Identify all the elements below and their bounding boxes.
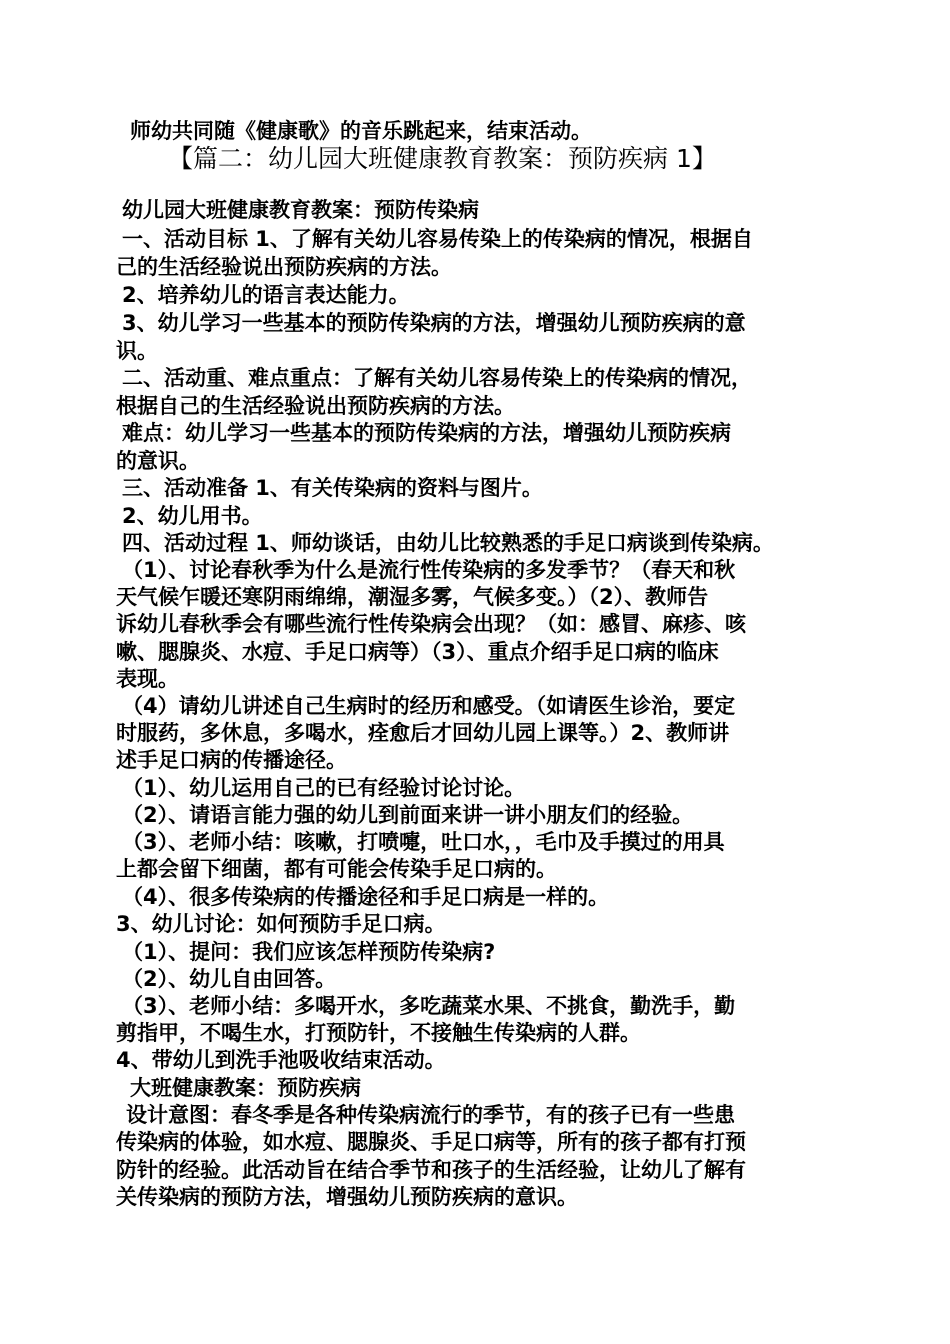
body-line: 一、活动目标 1、了解有关幼儿容易传染上的传染病的情况，根据自 bbox=[122, 227, 753, 251]
body-line: 识。 bbox=[116, 339, 158, 363]
section-heading: 【篇二：幼儿园大班健康教育教案：预防疾病 1】 bbox=[168, 144, 717, 173]
body-line: （3）、老师小结：多喝开水，多吃蔬菜水果、不挑食，勤洗手，勤 bbox=[122, 994, 736, 1018]
body-line: （4）、很多传染病的传播途径和手足口病是一样的。 bbox=[122, 885, 610, 909]
body-line: 设计意图：春冬季是各种传染病流行的季节，有的孩子已有一些患 bbox=[126, 1103, 735, 1127]
body-line: 传染病的体验，如水痘、腮腺炎、手足口病等，所有的孩子都有打预 bbox=[116, 1130, 746, 1154]
body-line: 关传染病的预防方法，增强幼儿预防疾病的意识。 bbox=[116, 1185, 578, 1209]
body-line: 时服药，多休息，多喝水，痊愈后才回幼儿园上课等。）2、教师讲 bbox=[116, 721, 730, 745]
body-line: 3、幼儿讨论：如何预防手足口病。 bbox=[116, 912, 446, 936]
body-line: 难点：幼儿学习一些基本的预防传染病的方法，增强幼儿预防疾病 bbox=[122, 421, 731, 445]
body-line: 2、幼儿用书。 bbox=[122, 504, 263, 528]
body-line: 幼儿园大班健康教育教案：预防传染病 bbox=[122, 198, 479, 222]
body-line: （1）、幼儿运用自己的已有经验讨论讨论。 bbox=[122, 776, 526, 800]
body-line: 2、培养幼儿的语言表达能力。 bbox=[122, 283, 410, 307]
body-line: 上都会留下细菌，都有可能会传染手足口病的。 bbox=[116, 857, 557, 881]
body-line: （1）、讨论春秋季为什么是流行性传染病的多发季节？（春天和秋 bbox=[122, 558, 736, 582]
body-line: 三、活动准备 1、有关传染病的资料与图片。 bbox=[122, 476, 543, 500]
body-line: 3、幼儿学习一些基本的预防传染病的方法，增强幼儿预防疾病的意 bbox=[122, 311, 746, 335]
body-line: （1）、提问：我们应该怎样预防传染病? bbox=[122, 940, 496, 964]
body-line: 四、活动过程 1、师幼谈话，由幼儿比较熟悉的手足口病谈到传染病。 bbox=[122, 531, 774, 555]
body-line: 的意识。 bbox=[116, 449, 200, 473]
body-line: 述手足口病的传播途径。 bbox=[116, 748, 347, 772]
body-line: 大班健康教案：预防疾病 bbox=[130, 1076, 361, 1100]
body-line: 诉幼儿春秋季会有哪些流行性传染病会出现？（如：感冒、麻疹、咳 bbox=[116, 612, 746, 636]
body-line: 嗽、腮腺炎、水痘、手足口病等）（3）、重点介绍手足口病的临床 bbox=[116, 640, 719, 664]
body-line: 根据自己的生活经验说出预防疾病的方法。 bbox=[116, 394, 515, 418]
body-line: （2）、请语言能力强的幼儿到前面来讲一讲小朋友们的经验。 bbox=[122, 803, 694, 827]
body-line: （3）、老师小结：咳嗽，打喷嚏，吐口水，，毛巾及手摸过的用具 bbox=[122, 830, 725, 854]
body-line: （2）、幼儿自由回答。 bbox=[122, 967, 337, 991]
body-line: 表现。 bbox=[116, 667, 179, 691]
body-line: 二、活动重、难点重点：了解有关幼儿容易传染上的传染病的情况， bbox=[122, 366, 752, 390]
body-line: 防针的经验。此活动旨在结合季节和孩子的生活经验，让幼儿了解有 bbox=[116, 1158, 746, 1182]
body-line: 天气候乍暖还寒阴雨绵绵，潮湿多雾，气候多变。）（2）、教师告 bbox=[116, 585, 709, 609]
body-line: 剪指甲，不喝生水，打预防针，不接触生传染病的人群。 bbox=[116, 1021, 641, 1045]
body-line: 己的生活经验说出预防疾病的方法。 bbox=[116, 255, 452, 279]
body-line: 4、带幼儿到洗手池吸收结束活动。 bbox=[116, 1048, 446, 1072]
intro-line: 师幼共同随《健康歌》的音乐跳起来，结束活动。 bbox=[130, 119, 592, 143]
body-line: （4）请幼儿讲述自己生病时的经历和感受。（如请医生诊治，要定 bbox=[122, 694, 736, 718]
